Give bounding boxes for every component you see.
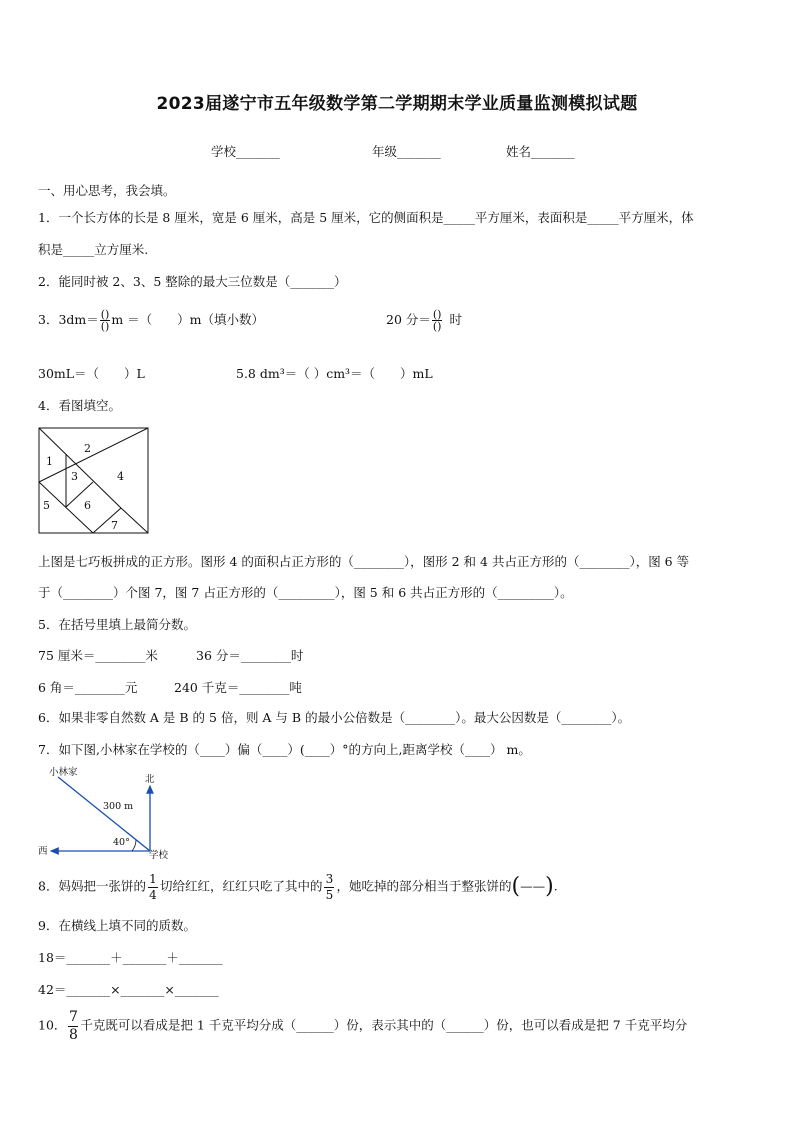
q2-text: 2．能同时被 2、3、5 整除的最大三位数是（_______） <box>38 274 347 289</box>
q3-a-numerator: () <box>100 308 110 321</box>
q3-a-pre: 3．3dm＝ <box>38 312 99 327</box>
q10-f-num: 7 <box>68 1009 78 1025</box>
q8-end: . <box>553 878 558 894</box>
home-label: 小林家 <box>49 767 78 778</box>
tangram-label-5: 5 <box>43 499 50 512</box>
q8-post: ，她吃掉的部分相当于整张饼的 <box>336 878 512 894</box>
q8-f1-den: 4 <box>149 887 157 902</box>
q8-answer-blank[interactable]: —— <box>520 878 546 894</box>
q8-f2-den: 5 <box>325 887 334 902</box>
q3-b-denominator: () <box>432 320 442 333</box>
q3-a-mid: m ＝（ ）m（填小数） <box>111 312 265 327</box>
q10-body: 千克既可以看成是把 1 千克平均分成（______）份，表示其中的（______）份，也可以看成是把 7 千克平均分 <box>80 1017 688 1033</box>
q4-line1: 上图是七巧板拼成的正方形。图形 4 的面积占正方形的（________），图形 2 和 4 共占正方形的（________），图 6 等 <box>38 554 690 569</box>
q10-f-den: 8 <box>68 1026 78 1043</box>
q4-label: 4．看图填空。 <box>38 398 121 413</box>
tangram-anti-diagonal <box>39 428 148 482</box>
q10-text <box>38 1010 687 1042</box>
tangram-label-7: 7 <box>111 519 118 532</box>
q9-row1: 18＝_______＋_______＋_______ <box>38 950 223 965</box>
q3-b-pre: 20 分＝ <box>386 312 431 327</box>
section-heading: 一、用心思考，我会填。 <box>38 183 176 198</box>
tangram-piece7-right <box>121 508 148 533</box>
q3-b-post: 时 <box>449 312 462 327</box>
q8-text <box>38 873 558 901</box>
tangram-diagonal <box>39 428 121 508</box>
q1-line2: 积是_____立方厘米. <box>38 242 149 257</box>
home-direction-line <box>58 777 150 851</box>
q8-fraction-2 <box>324 873 334 901</box>
tangram-label-2: 2 <box>84 442 91 455</box>
tangram-label-1: 1 <box>46 455 53 468</box>
q3-part-c: 30mL＝（ ）L <box>38 366 145 381</box>
school-field[interactable]: 学校_______ <box>211 144 280 159</box>
name-field[interactable]: 姓名_______ <box>506 144 575 159</box>
west-label: 西 <box>38 846 48 857</box>
q3-part-b <box>386 309 462 332</box>
q8-f1-num: 1 <box>149 872 157 886</box>
angle-label: 40° <box>113 837 130 848</box>
q3-a-denominator: () <box>100 320 110 333</box>
q4-line2: 于（________）个图 7，图 7 占正方形的（_________），图 5 和 6 共占正方形的（_________）。 <box>38 585 573 600</box>
q5-label: 5．在括号里填上最简分数。 <box>38 617 196 632</box>
q3-b-fraction <box>432 309 443 332</box>
tangram-figure <box>38 427 150 535</box>
north-label: 北 <box>145 774 155 785</box>
q8-paren-open: ( <box>511 874 521 900</box>
angle-arc <box>132 840 136 851</box>
q8-pre: 8．妈妈把一张饼的 <box>38 878 146 894</box>
q6-text: 6．如果非零自然数 A 是 B 的 5 倍，则 A 与 B 的最小公倍数是（________）。最大公因数是（________）。 <box>38 710 631 725</box>
q8-f2-num: 3 <box>325 872 334 886</box>
q1-line1: 1．一个长方体的长是 8 厘米，宽是 6 厘米，高是 5 厘米，它的侧面积是_____平方厘米，表面积是_____平方厘米，体 <box>38 210 694 225</box>
q8-fraction-1 <box>148 873 158 901</box>
q9-label: 9．在横线上填不同的质数。 <box>38 918 196 933</box>
school-label: 学校 <box>149 850 169 861</box>
grade-field[interactable]: 年级_______ <box>372 144 441 159</box>
q9-row2: 42＝_______×_______×_______ <box>38 982 219 997</box>
tangram-label-3: 3 <box>71 470 78 483</box>
q5-row2b: 240 千克＝________吨 <box>174 680 302 695</box>
tangram-label-4: 4 <box>117 470 124 483</box>
tangram-label-6: 6 <box>84 499 91 512</box>
q7-text: 7．如下图,小林家在学校的（____）偏（____）(____）°的方向上,距离学校（____） m。 <box>38 742 531 757</box>
q5-row1b: 36 分＝________时 <box>196 648 304 663</box>
q8-mid: 切给红红，红红只吃了其中的 <box>159 878 323 894</box>
q3-part-a <box>38 309 264 332</box>
q10-pre: 10． <box>38 1017 67 1033</box>
q3-b-numerator: () <box>432 308 442 321</box>
q5-row2a: 6 角＝________元 <box>38 680 138 695</box>
q5-row1a: 75 厘米＝________米 <box>38 648 158 663</box>
q3-a-fraction <box>100 309 111 332</box>
q10-fraction <box>68 1010 78 1042</box>
q3-part-d: 5.8 dm³＝（ ）cm³＝（ ）mL <box>236 366 433 381</box>
q8-paren-close: ) <box>545 874 554 900</box>
page-title: 2023届遂宁市五年级数学第二学期期末学业质量监测模拟试题 <box>156 94 638 114</box>
direction-diagram <box>36 764 186 862</box>
distance-label: 300 m <box>103 801 134 812</box>
